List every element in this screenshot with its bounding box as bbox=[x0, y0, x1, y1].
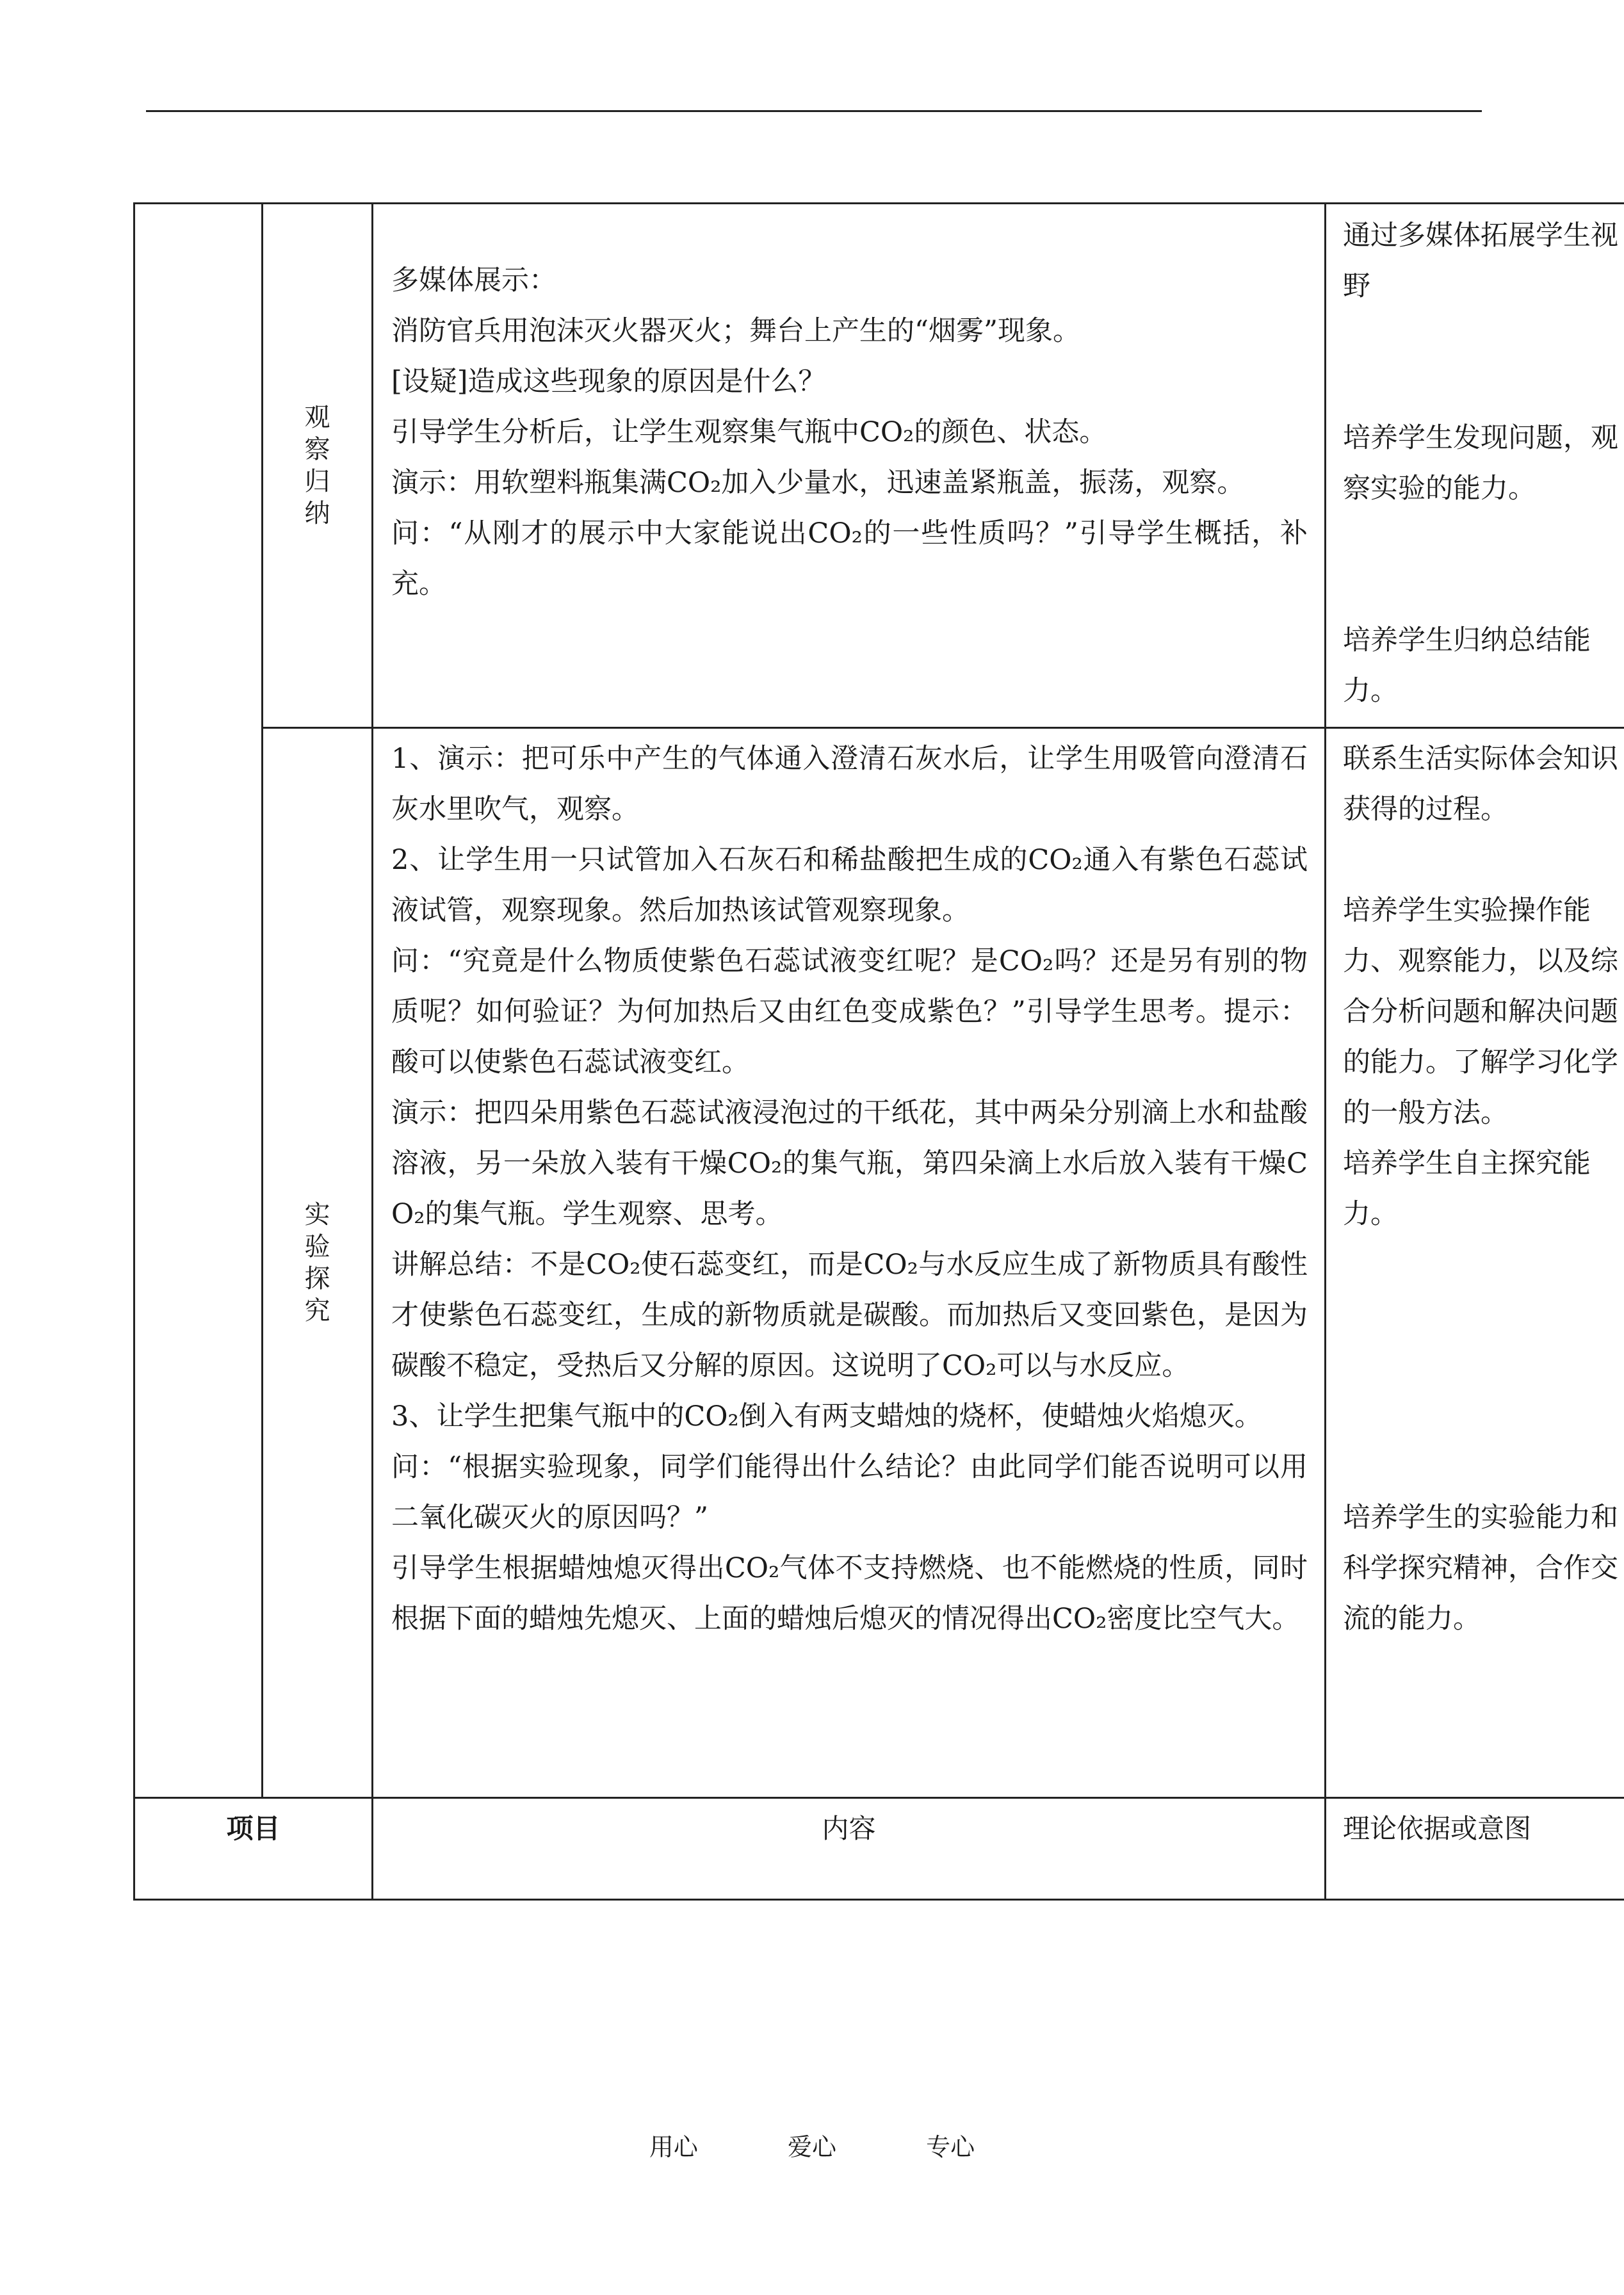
observe-content-line: 多媒体展示： bbox=[391, 264, 556, 296]
stage-label-observe: 观察归纳 bbox=[304, 403, 330, 528]
experiment-content-line: 1、演示：把可乐中产生的气体通入澄清石灰水后，让学生用吸管向澄清石灰水里吹气，观察。 bbox=[391, 743, 1308, 825]
stage-cell-experiment bbox=[263, 728, 373, 1798]
header-content: 内容 bbox=[373, 1798, 1326, 1900]
experiment-content-line: 引导学生根据蜡烛熄灭得出CO₂气体不支持燃烧、也不能燃烧的性质，同时根据下面的蜡烛先熄灭、上面的蜡烛后熄灭的情况得出CO₂密度比空气大。 bbox=[391, 1552, 1308, 1635]
experiment-section-row bbox=[134, 728, 1624, 1798]
experiment-rationale-item: 联系生活实际体会知识获得的过程。 bbox=[1343, 743, 1618, 825]
observe-content-line: 引导学生分析后，让学生观察集气瓶中CO₂的颜色、状态。 bbox=[391, 416, 1107, 448]
content-cell-experiment bbox=[373, 728, 1326, 1798]
observe-content-line: [设疑]造成这些现象的原因是什么？ bbox=[391, 366, 826, 398]
observe-content-line: 问：“从刚才的展示中大家能说出CO₂的一些性质吗？”引导学生概括，补充。 bbox=[391, 517, 1308, 600]
experiment-rationale-item: 培养学生自主探究能力。 bbox=[1343, 1148, 1591, 1230]
footer-item: 用心 bbox=[649, 2133, 698, 2161]
experiment-content-line: 2、让学生用一只试管加入石灰石和稀盐酸把生成的CO₂通入有紫色石蕊试液试管，观察现象。然后加热该试管观察现象。 bbox=[391, 844, 1308, 927]
experiment-content-line: 问：“究竟是什么物质使紫色石蕊试液变红呢？是CO₂吗？还是另有别的物质呢？如何验证？为何加热后又由红色变成紫色？”引导学生思考。提示：酸可以使紫色石蕊试液变红。 bbox=[391, 945, 1308, 1078]
footer-item: 爱心 bbox=[787, 2133, 836, 2161]
lesson-plan-table bbox=[133, 202, 1624, 1901]
header-rule bbox=[146, 110, 1482, 112]
table-header-row bbox=[134, 1798, 1624, 1900]
experiment-content-line: 演示：把四朵用紫色石蕊试液浸泡过的干纸花，其中两朵分别滴上水和盐酸溶液，另一朵放入装有干燥CO₂的集气瓶，第四朵滴上水后放入装有干燥CO₂的集气瓶。学生观察、思考。 bbox=[391, 1097, 1308, 1230]
header-project: 项目 bbox=[134, 1798, 373, 1900]
observe-rationale-item: 通过多媒体拓展学生视野 bbox=[1343, 220, 1618, 302]
stage-cell-observe bbox=[263, 204, 373, 728]
experiment-content-line: 3、让学生把集气瓶中的CO₂倒入有两支蜡烛的烧杯，使蜡烛火焰熄灭。 bbox=[391, 1400, 1262, 1432]
page-footer bbox=[0, 2127, 1624, 2162]
footer-item: 专心 bbox=[926, 2133, 975, 2161]
observe-content-line: 消防官兵用泡沫灭火器灭火；舞台上产生的“烟雾”现象。 bbox=[391, 315, 1080, 347]
project-blank-cell bbox=[134, 204, 263, 1798]
experiment-rationale-item: 培养学生的实验能力和科学探究精神，合作交流的能力。 bbox=[1343, 1502, 1618, 1635]
observe-section-row bbox=[134, 204, 1624, 728]
stage-label-experiment: 实验探究 bbox=[304, 1200, 330, 1326]
observe-content-line: 演示：用软塑料瓶集满CO₂加入少量水，迅速盖紧瓶盖，振荡，观察。 bbox=[391, 467, 1245, 499]
content-cell-observe bbox=[373, 204, 1326, 728]
observe-rationale-item: 培养学生归纳总结能力。 bbox=[1343, 624, 1591, 707]
observe-rationale-item: 培养学生发现问题，观察实验的能力。 bbox=[1343, 422, 1618, 505]
experiment-content-line: 问：“根据实验现象，同学们能得出什么结论？由此同学们能否说明可以用二氧化碳灭火的原因吗？” bbox=[391, 1451, 1308, 1534]
rationale-cell-observe bbox=[1326, 204, 1624, 728]
rationale-cell-experiment bbox=[1326, 728, 1624, 1798]
experiment-content-line: 讲解总结：不是CO₂使石蕊变红，而是CO₂与水反应生成了新物质具有酸性才使紫色石蕊变红，生成的新物质就是碳酸。而加热后又变回紫色，是因为碳酸不稳定，受热后又分解的原因。这说明了CO₂可以与水反应。 bbox=[391, 1249, 1308, 1382]
experiment-rationale-item: 培养学生实验操作能力、观察能力，以及综合分析问题和解决问题的能力。了解学习化学的一般方法。 bbox=[1343, 895, 1618, 1129]
header-rationale: 理论依据或意图 bbox=[1326, 1798, 1624, 1900]
